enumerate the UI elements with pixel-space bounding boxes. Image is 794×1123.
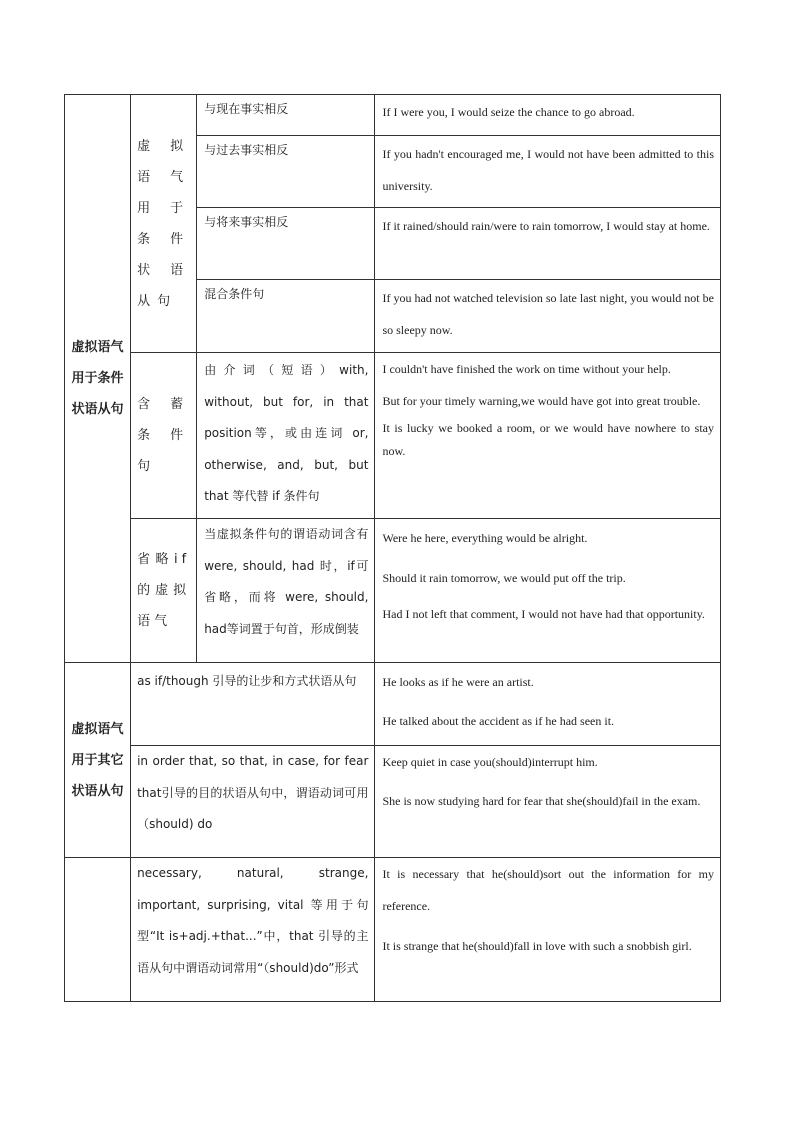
example-sentence: If you had not watched television so late last night, you would not be so sleepy now.	[382, 291, 714, 337]
subcategory-conditional: 虚拟语气用于条件状语从句	[131, 95, 197, 353]
example-cell	[375, 663, 721, 746]
category-other-adverbial: 虚拟语气用于其它状语从句	[65, 663, 131, 858]
example-sentence: Keep quiet in case you(should)interrupt him.	[382, 755, 598, 769]
example-sentence: If it rained/should rain/were to rain tomorrow, I would stay at home.	[382, 219, 710, 233]
subcategory-omitted-if: 省略if的虚拟语气	[131, 519, 197, 663]
example-sentence: She is now studying hard for fear that she(should)fail in the exam.	[382, 794, 701, 808]
subject-clause-description: necessary, natural, strange, important, surprising, vital 等用于句型“It is+adj.+that...”中，that 引导的主语从句中谓语动词常用“（should)do”形式	[131, 858, 375, 1002]
example-cell	[375, 746, 721, 858]
example-sentence: If you hadn't encouraged me, I would not have been admitted to this university.	[382, 147, 714, 193]
example-sentence: Had I not left that comment, I would not have had that opportunity.	[382, 607, 705, 621]
omitted-if-description: 当虚拟条件句的谓语动词含有 were, should, had 时，if可省略，而将 were, should, had等词置于句首，形成倒装	[197, 519, 375, 663]
table-row	[65, 519, 721, 663]
example-cell	[375, 95, 721, 136]
subjunctive-grammar-table	[64, 94, 721, 1002]
subcategory-implied: 含蓄条件句	[131, 353, 197, 519]
example-sentence: It is strange that he(should)fall in love with such a snobbish girl.	[382, 939, 692, 953]
table-row	[65, 663, 721, 746]
table-row	[65, 858, 721, 1002]
example-cell	[375, 858, 721, 1002]
condition-label: 与过去事实相反	[197, 136, 375, 208]
other-adverbial-description: as if/though 引导的让步和方式状语从句	[131, 663, 375, 746]
table-row	[65, 746, 721, 858]
example-cell	[375, 519, 721, 663]
condition-label: 混合条件句	[197, 280, 375, 353]
condition-label: 与现在事实相反	[197, 95, 375, 136]
implied-description: 由介词（短语）with, without, but for, in that position等，或由连词 or, otherwise, and, but, but that 等代替 if 条件句	[197, 353, 375, 519]
example-cell	[375, 353, 721, 519]
example-sentence: He talked about the accident as if he had seen it.	[382, 714, 615, 728]
purpose-clause-description: in order that, so that, in case, for fear that引导的目的状语从句中，谓语动词可用（should) do	[131, 746, 375, 858]
example-sentence: But for your timely warning,we would have got into great trouble.	[382, 394, 701, 408]
example-sentence: If I were you, I would seize the chance to go abroad.	[382, 105, 635, 119]
example-sentence: Were he here, everything would be alright.	[382, 531, 588, 545]
table-row	[65, 95, 721, 136]
category-subject-clause	[65, 858, 131, 1002]
category-conditional: 虚拟语气用于条件状语从句	[65, 95, 131, 663]
condition-label: 与将来事实相反	[197, 208, 375, 280]
example-cell	[375, 280, 721, 353]
example-sentence: I couldn't have finished the work on time without your help.	[382, 362, 671, 376]
example-cell	[375, 208, 721, 280]
table-row	[65, 353, 721, 519]
example-sentence: It is lucky we booked a room, or we would have nowhere to stay now.	[382, 421, 714, 458]
example-sentence: He looks as if he were an artist.	[382, 675, 534, 689]
example-sentence: Should it rain tomorrow, we would put off the trip.	[382, 570, 626, 585]
example-sentence: It is necessary that he(should)sort out the information for my reference.	[382, 867, 714, 913]
example-cell	[375, 136, 721, 208]
